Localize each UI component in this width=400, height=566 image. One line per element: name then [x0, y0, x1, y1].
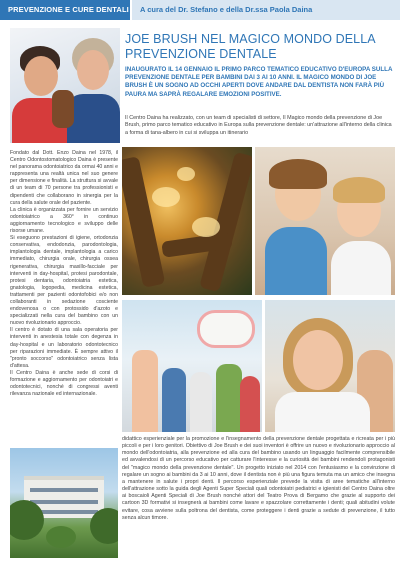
article-title: JOE BRUSH NEL MAGICO MONDO DELLA PREVENZIONE DENTALE: [125, 32, 376, 61]
article-lead: INAUGURATO IL 14 GENNAIO IL PRIMO PARCO TEMATICO EDUCATIVO D'EUROPA SULLA PREVENZIONE DENTALE PER BAMBINI DAI 3 AI 10 ANNI. IL MAGICO MONDO DI JOE BRUSH È UN SOGNO AD OCCHI APERTI DOVE ANDARE DAL DENTISTA NON FARÀ PIÙ PAURA MA SAPRÀ REGALARE EMOZIONI POSITIVE.: [125, 66, 393, 98]
byline-bar: [132, 0, 400, 20]
team-photo: [10, 28, 120, 143]
left-column: [10, 150, 118, 398]
section-tab: [0, 0, 130, 20]
paragraph: La clinica è organizzata per fornire un servizio odontoiatrico a 360° in continuo aggiornamento tecnologico e sviluppo delle risorse umane.: [10, 206, 118, 235]
paragraph: Il centro è dotato di una sala operatoria per interventi in anestesia totale con degenza in day-hospital e un laboratorio odontotecnico per riparazioni immediate. È sempre attivo il "pronto soccorso" odontoiatrico senza lista d'attesa.: [10, 327, 118, 369]
bottom-column: didattico esperienziale per la promozione e l'insegnamento della prevenzione dentale progettata e ricreata per i più piccoli e per i loro genitori. Obiettivo di Joe Brush e dei suoi inventori è offrire un nuovo e rivoluzionario approccio al mondo dell'odontoiatria, alla prevenzione ed alla cura del bambino usando un linguaggio facilmente comprensibile ed avvalendosi di un percorso educativo per catturare l'interesse e la curiosità dei bambini rendendoli protagonisti del "magico mondo della prevenzione dentale". Un progetto iniziato nel 2014 con l'entusiasmo e la convinzione di regalare un sogno ai bambini da 3 ai 10 anni, dove il dentista non è più una figura temuta ma un amico che insegna a mantenere in salute i propri denti. Il percorso esperienziale prevede la visita di aree tematiche all'interno dell'attrazione sotto la guida degli Agenti Super Speciali quali odontoiatri pediatrici e igienisti del Centro Daina oltre ai boscaioli Agenti Speciali di Joe Brush nonché attori del Teatro Prova di Bergamo che grazie al supporto dei cartoon 3D formativi si insegnerà ai bambini come lavare e spazzolare correttamente i denti; quali abitudini volute evitare, cosa avviene sulla poltrona del dentista, come proteggere i denti grazie a sedute di prevenzione, il tutto senza alcun timore.: [122, 436, 395, 521]
paragraph: Fondato dal Dott. Enzo Daina nel 1978, il Centro Odontostomatologico Daina è presente nel panorama odontoiatrico da ormai 40 anni e rappresenta una realtà unica nel suo genere per dimensione e finalità. La struttura si avvale di un team di 70 persone tra professionisti e dipendenti che collaborano in sinergia per la cura della salute orale del paziente.: [10, 150, 118, 206]
paragraph: Si eseguono prestazioni di igiene, ortodonzia conservativa, endodonzia, parodontologia, implantologia dentale, implantologia a carico immediato, chirurgia orale, chirurgia ossea rigenerativa, chirurgia maxillo-facciale per interventi in day-hospital, protesi parodontale, protesi dentaria, odontoiatria estetica, gnatologia, logopedia, medicina estetica, trattamenti per pazienti odontofobici e/o non collaboranti in sedazione cosciente endovenosa o con protossido d'azoto e specializzati nella cura del bambino con un nuovo rivoluzionario approccio.: [10, 235, 118, 327]
girl-photo: [265, 300, 395, 432]
paragraph: Il Centro Daina è anche sede di corsi di formazione e aggiornamento per odontoiatri e odontotecnici, nonché di congressi aventi rilevanza nazionale ed internazionale.: [10, 369, 118, 398]
kids-photo: [255, 147, 395, 295]
article-intro: Il Centro Daina ha realizzato, con un team di specialisti di settore, Il Magico mondo della prevenzione di Joe Brush, primo parco tematico educativo in Europa sulla prevenzione dentale: un'attrazione all'interno della clinica a forma di tana-albero in cui si sviluppa un itinerario: [125, 115, 392, 136]
section-label: PREVENZIONE E CURE DENTALI: [8, 5, 129, 14]
forest-photo: [122, 147, 252, 295]
byline: A cura del Dr. Stefano e della Dr.ssa Paola Daina: [140, 5, 313, 14]
header-bar: [0, 0, 400, 20]
building-photo: [10, 448, 118, 558]
class-photo: [122, 300, 262, 432]
